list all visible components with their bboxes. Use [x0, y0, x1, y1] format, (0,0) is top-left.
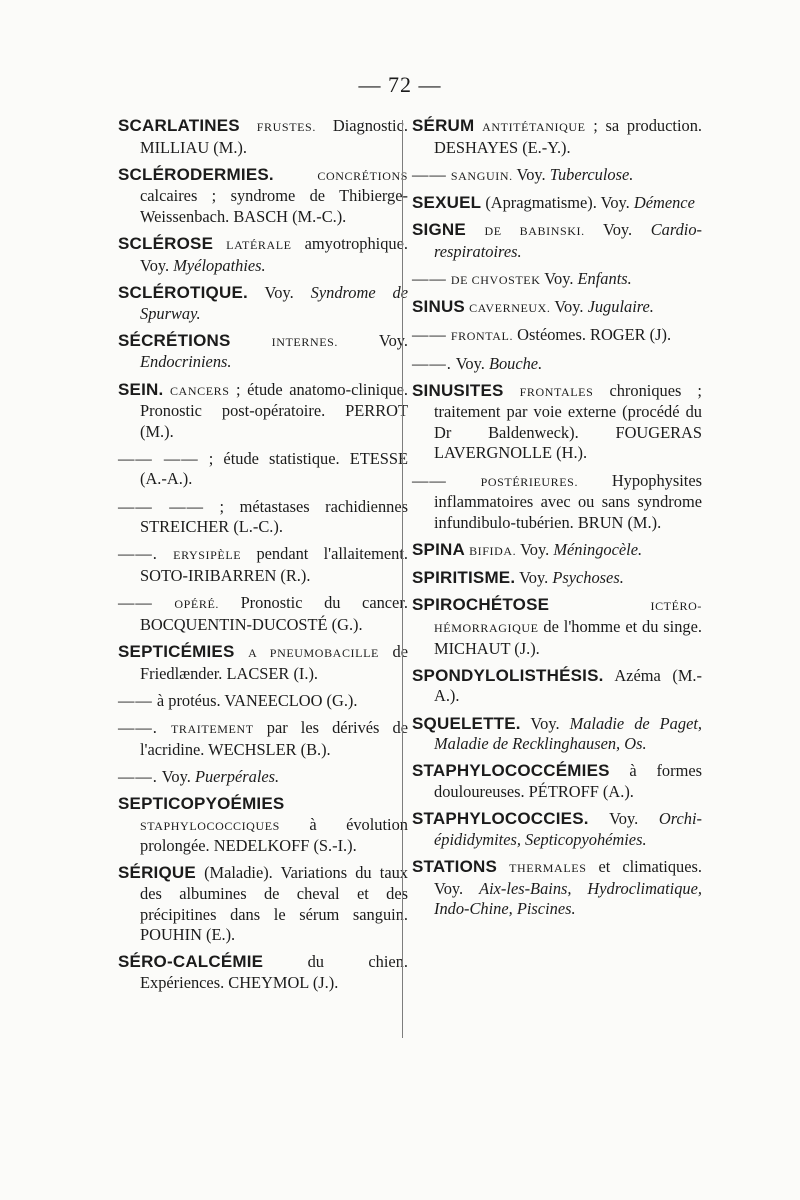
index-entry [412, 568, 702, 589]
index-entry [412, 193, 702, 214]
index-entry [412, 381, 702, 464]
entry-headword: SÉRUM [412, 116, 475, 135]
right-column [412, 116, 702, 926]
entry-continuation-dash: —— —— [118, 448, 199, 468]
entry-text: Voy. [584, 220, 651, 240]
entry-text: chroniques ; traitement par voie externe (procédé du Dr Baldenweck). FOUGERAS LAVERGNOLLE (H.). [434, 380, 702, 463]
entry-text: Voy. [550, 297, 588, 317]
entry-text: Voy. [520, 713, 570, 733]
index-entry [412, 471, 702, 534]
index-entry [412, 116, 702, 158]
entry-subheading: DE BABINSKI. [484, 224, 585, 239]
index-entry [412, 714, 702, 755]
entry-cross-reference: Puerpérales. [194, 766, 280, 786]
entry-cross-reference: Jugulaire. [587, 297, 654, 317]
index-entry [412, 354, 702, 375]
index-entry [412, 761, 702, 802]
entry-text: Diagnostic. MILLIAU (M.). [140, 116, 408, 157]
entry-text: à évolution prolongée. NEDELKOFF (S.-I.). [140, 814, 408, 856]
index-entry [118, 952, 408, 993]
index-entry [118, 165, 408, 228]
entry-cross-reference: Syndrome de Spurway. [140, 282, 409, 323]
entry-text: (Apragmatisme). Voy. [481, 192, 634, 212]
entry-subheading: ANTITÉTANIQUE [482, 120, 586, 134]
index-entry [118, 283, 408, 324]
entry-headword: SEPTICOPYOÉMIES [118, 793, 285, 813]
entry-continuation-dash: —— [412, 325, 447, 345]
entry-text: Voy. [157, 766, 195, 786]
entry-headword: SIGNE [412, 220, 466, 240]
entry-continuation-dash: ——. [118, 717, 158, 737]
entry-continuation-dash: —— [412, 164, 447, 184]
index-entry [118, 691, 408, 712]
entry-headword: SPINA [412, 540, 465, 560]
index-entry [412, 220, 702, 262]
entry-continuation-dash: ——. [118, 544, 158, 564]
index-entry [412, 857, 702, 920]
entry-text: à protéus. VANEECLOO (G.). [152, 690, 358, 710]
entry-subheading: INTERNES. [271, 334, 339, 349]
entry-subheading: A PNEUMOBACILLE [248, 646, 379, 660]
entry-text: Voy. [338, 330, 408, 350]
index-entry [118, 767, 408, 788]
index-entry [412, 809, 702, 850]
entry-cross-reference: Psychoses. [552, 568, 624, 588]
entry-cross-reference: Cardio-respiratoires. [434, 220, 702, 261]
entry-continuation-dash: —— [118, 593, 153, 613]
index-entry [412, 165, 702, 187]
entry-headword: SCLÉROTIQUE. [118, 282, 248, 302]
entry-text: et climatiques. Voy. [434, 856, 702, 898]
entry-subheading: STAPHYLOCOCCIQUES [140, 818, 280, 833]
entry-subheading: POSTÉRIEURES. [480, 474, 579, 489]
column-divider [402, 120, 403, 1038]
index-entry [118, 449, 408, 490]
entry-headword: SÉCRÉTIONS [118, 330, 231, 350]
entry-headword: SÉRIQUE [118, 863, 196, 883]
entry-headword: SQUELETTE. [412, 713, 521, 733]
entry-text: Azéma (M.-A.). [434, 665, 702, 706]
entry-text: pendant l'allaitement. SOTO-IRIBARREN (R.). [140, 544, 408, 586]
entry-subheading: THERMALES [509, 860, 587, 875]
entry-text: par les dérivés de l'acridine. WECHSLER (B.). [140, 717, 408, 759]
entry-subheading: FRONTAL. [450, 329, 514, 344]
entry-subheading: OPÉRÉ. [174, 597, 219, 612]
entry-headword: SPIRITISME. [412, 568, 516, 588]
entry-headword: SEPTICÉMIES [118, 642, 235, 661]
entry-headword: STAPHYLOCOCCIES. [412, 809, 589, 829]
entry-cross-reference: Myélopathies. [173, 255, 266, 275]
entry-continuation-dash: —— [118, 690, 153, 710]
left-column [118, 116, 408, 1000]
index-entry [412, 540, 702, 562]
entry-continuation-dash: ——. [412, 353, 452, 373]
entry-text: Voy. [516, 540, 554, 560]
entry-headword: SINUS [412, 297, 465, 317]
entry-cross-reference: Endocriniens. [140, 352, 232, 372]
entry-subheading: CONCRÉTIONS [317, 168, 408, 183]
entry-headword: SEIN. [118, 379, 164, 399]
index-entry [118, 593, 408, 635]
entry-text: (Maladie). Variations du taux des albumines de cheval et des précipitines dans le sérum sanguin. POUHIN (E.). [140, 863, 408, 945]
index-entry [118, 331, 408, 373]
index-entry [118, 497, 408, 538]
entry-cross-reference: Méningocèle. [553, 540, 643, 560]
entry-continuation-dash: —— [412, 470, 447, 490]
entry-subheading: CAVERNEUX. [469, 301, 551, 316]
index-entry [118, 642, 408, 684]
entry-text: ; sa production. DESHAYES (E.-Y.). [434, 116, 702, 157]
index-entry [412, 325, 702, 347]
entry-subheading: ICTÉRO-HÉMORRAGIQUE [434, 599, 702, 635]
entry-headword: SCLÉRODERMIES. [118, 164, 274, 184]
entry-cross-reference: Tuberculose. [549, 164, 634, 184]
entry-text: ; étude statistique. ETESSE (A.-A.). [140, 448, 408, 489]
entry-subheading: FRUSTES. [256, 120, 316, 134]
index-entry [412, 595, 702, 659]
entry-cross-reference: Démence [633, 192, 695, 212]
entry-text: Voy. [247, 282, 311, 302]
index-entry [118, 863, 408, 945]
entry-text: à formes douloureuses. PÉTROFF (A.). [434, 761, 702, 801]
entry-headword: STAPHYLOCOCCÉMIES [412, 761, 610, 781]
entry-subheading: LATÉRALE [226, 238, 292, 253]
entry-text: Hypophysites inflammatoires avec ou sans syndrome infundibulo-tubérien. BRUN (M.). [434, 470, 702, 532]
entry-text: calcaires ; syndrome de Thibierge-Weissenbach. BASCH (M.-C.). [140, 186, 408, 226]
entry-headword: SCLÉROSE [118, 234, 214, 254]
index-entry [412, 297, 702, 319]
entry-cross-reference: Maladie de Paget, Maladie de Recklinghausen, Os. [434, 713, 702, 754]
entry-headword: STATIONS [412, 856, 498, 876]
entry-text: ; métastases rachidiennes STREICHER (L.-C.). [140, 496, 408, 537]
entry-text: Voy. [512, 164, 550, 184]
entry-text: Pronostic du cancer. BOCQUENTIN-DUCOSTÉ (G.). [140, 593, 408, 634]
entry-text: Voy. [515, 568, 553, 588]
entry-text: de Friedlænder. LACSER (I.). [140, 642, 408, 683]
entry-text: ; étude anatomo-clinique. Pronostic post-opératoire. PERROT (M.). [140, 379, 408, 441]
entry-text: Voy. [451, 353, 489, 373]
entry-text: du chien. Expériences. CHEYMOL (J.). [140, 952, 408, 992]
entry-headword: SPONDYLOLISTHÉSIS. [412, 665, 604, 685]
entry-headword: SEXUEL [412, 192, 482, 212]
entry-headword: SCARLATINES [118, 116, 240, 135]
entry-subheading: CANCERS [169, 383, 230, 398]
entry-cross-reference: Enfants. [577, 268, 632, 288]
entry-subheading: BIFIDA. [469, 544, 517, 559]
entry-text: Voy. [540, 268, 578, 288]
entry-headword: SPIROCHÉTOSE [412, 595, 550, 615]
index-entry [118, 794, 408, 857]
entry-subheading: SANGUIN. [450, 168, 513, 183]
page-number: — 72 — [358, 72, 442, 97]
entry-subheading: TRAITEMENT [171, 721, 254, 736]
entry-text: Ostéomes. ROGER (J). [513, 325, 672, 345]
index-entry [118, 116, 408, 158]
index-entry [118, 718, 408, 760]
entry-text: Voy. [588, 809, 659, 829]
entry-continuation-dash: —— [412, 268, 447, 288]
entry-subheading: FRONTALES [519, 384, 594, 399]
entry-subheading: DE CHVOSTEK [450, 272, 541, 287]
entry-cross-reference: Aix-les-Bains, Hydroclimatique, Indo-Chine, Piscines. [434, 878, 702, 919]
index-entry [118, 234, 408, 276]
index-entry [118, 380, 408, 443]
entry-subheading: ERYSIPÈLE [173, 548, 242, 563]
entry-headword: SÉRO-CALCÉMIE [118, 952, 264, 972]
entry-text: de l'homme et du singe. MICHAUT (J.). [434, 617, 702, 658]
entry-continuation-dash: —— —— [118, 496, 205, 516]
entry-cross-reference: Orchi-épididymites, Septicopyohémies. [434, 809, 702, 849]
index-entry [118, 544, 408, 586]
entry-cross-reference: Bouche. [488, 353, 543, 373]
entry-headword: SINUSITES [412, 380, 504, 400]
index-entry [412, 269, 702, 291]
entry-text: amyotrophique. Voy. [140, 234, 408, 275]
entry-continuation-dash: ——. [118, 766, 158, 786]
index-entry [412, 666, 702, 707]
